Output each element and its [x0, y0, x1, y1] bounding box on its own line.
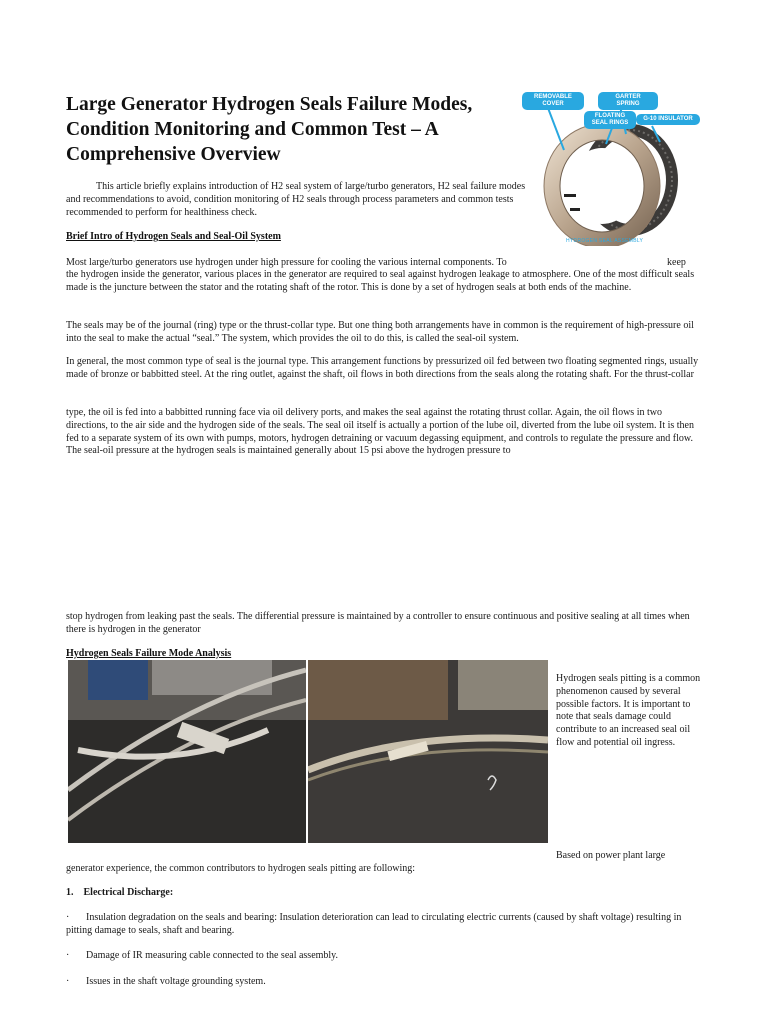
- paragraph-3: In general, the most common type of seal is the journal type. This arrangement functions by pressurized oil fed between two floating segmented rings, usually made of bronze or babbitted steel. At the ring outlet, against the shaft, oil flows in both directions from the seals along the rotating shaft. For the thrust-collar: [66, 356, 699, 380]
- bullet-insulation-degradation: Insulation degradation on the seals and bearing: Insulation deterioration can lead to circulating electric currents (caused by shaft voltage) resulting in pitting damage to seals, shaft and bearing.: [66, 912, 682, 936]
- seal-assembly-figure: [520, 88, 700, 246]
- callout-insulator: G-10 INSULATOR: [636, 114, 700, 125]
- contributors-text: generator experience, the common contributors to hydrogen seals pitting are following:: [66, 863, 416, 874]
- bullet-grounding-system: Issues in the shaft voltage grounding system.: [86, 976, 266, 987]
- bullet-marker: ·: [66, 912, 70, 923]
- paragraph-4: type, the oil is fed into a babbitted running face via oil delivery ports, and makes the seal against the rotating thrust collar. Again, the oil flows in two directions, to the air side and the hydrogen side of the seals. The seal oil itself is actually a portion of the lube oil, diverted from the lube oil system. It is then fed to a separate system of its own with pumps, motors, hydrogen detraining or vacuum degassing equipment, and controls to regulate the pressure and flow. The seal-oil pressure at the hydrogen seals is maintained generally about 15 psi above the hydrogen pressure to: [66, 407, 694, 457]
- seal-ring-photo-1: [68, 660, 306, 843]
- section-heading-seal-oil-system: Brief Intro of Hydrogen Seals and Seal-Oil System: [66, 231, 281, 242]
- section-heading-failure-mode: Hydrogen Seals Failure Mode Analysis: [66, 648, 232, 659]
- callout-garter-spring: GARTER SPRING: [598, 92, 658, 110]
- paragraph-5: stop hydrogen from leaking past the seals. The differential pressure is maintained by a controller to ensure continuous and positive sealing at all times when there is hydrogen in the generator: [66, 611, 690, 635]
- paragraph-2: The seals may be of the journal (ring) type or the thrust-collar type. But one thing both arrangements have in common is the requirement of high-pressure oil into the seal to make the actual “seal.” The system, which provides the oil to do this, is called the seal-oil system.: [66, 320, 694, 344]
- bullet-marker: ·: [66, 950, 70, 961]
- page-title: Large Generator Hydrogen Seals Failure Modes, Condition Monitoring and Common Test – A Comprehensive Overview: [66, 94, 473, 165]
- bullet-marker: ·: [66, 976, 70, 987]
- callout-removable-cover: REMOVABLE COVER: [522, 92, 584, 110]
- paragraph-1-line-1: Most large/turbo generators use hydrogen under high pressure for cooling the various internal components. To: [66, 257, 507, 268]
- item-electrical-discharge: 1. Electrical Discharge:: [66, 887, 174, 898]
- paragraph-1-body: the hydrogen inside the generator, various places in the generator are required to seal against hydrogen leakage to atmosphere. One of the most difficult seals made is the juncture between the stator and the rotating shaft of the rotor. This is done by a set of hydrogen seals at both ends of the machine.: [66, 269, 695, 293]
- bullet-ir-cable: Damage of IR measuring cable connected to the seal assembly.: [86, 950, 339, 961]
- seal-ring-photo-2: [308, 660, 548, 843]
- callout-floating-seal-rings: FLOATING SEAL RINGS: [584, 111, 636, 129]
- paragraph-1-keep: keep: [667, 257, 686, 268]
- intro-paragraph: This article briefly explains introduction of H2 seal system of large/turbo generators, H2 seal failure modes and recommendations to avoid, condition monitoring of H2 seals through process parameters and common tests recommended to perform for healthiness check.: [66, 181, 526, 218]
- based-on-text: Based on power plant large: [556, 850, 666, 861]
- pitting-side-text: Hydrogen seals pitting is a common phenomenon caused by several possible factors. It is important to note that seals damage could contribute to an increased seal oil flow and potential oil ingress.: [556, 673, 701, 748]
- figure-caption: HYDROGEN SEAL ASSEMBLY: [566, 238, 644, 244]
